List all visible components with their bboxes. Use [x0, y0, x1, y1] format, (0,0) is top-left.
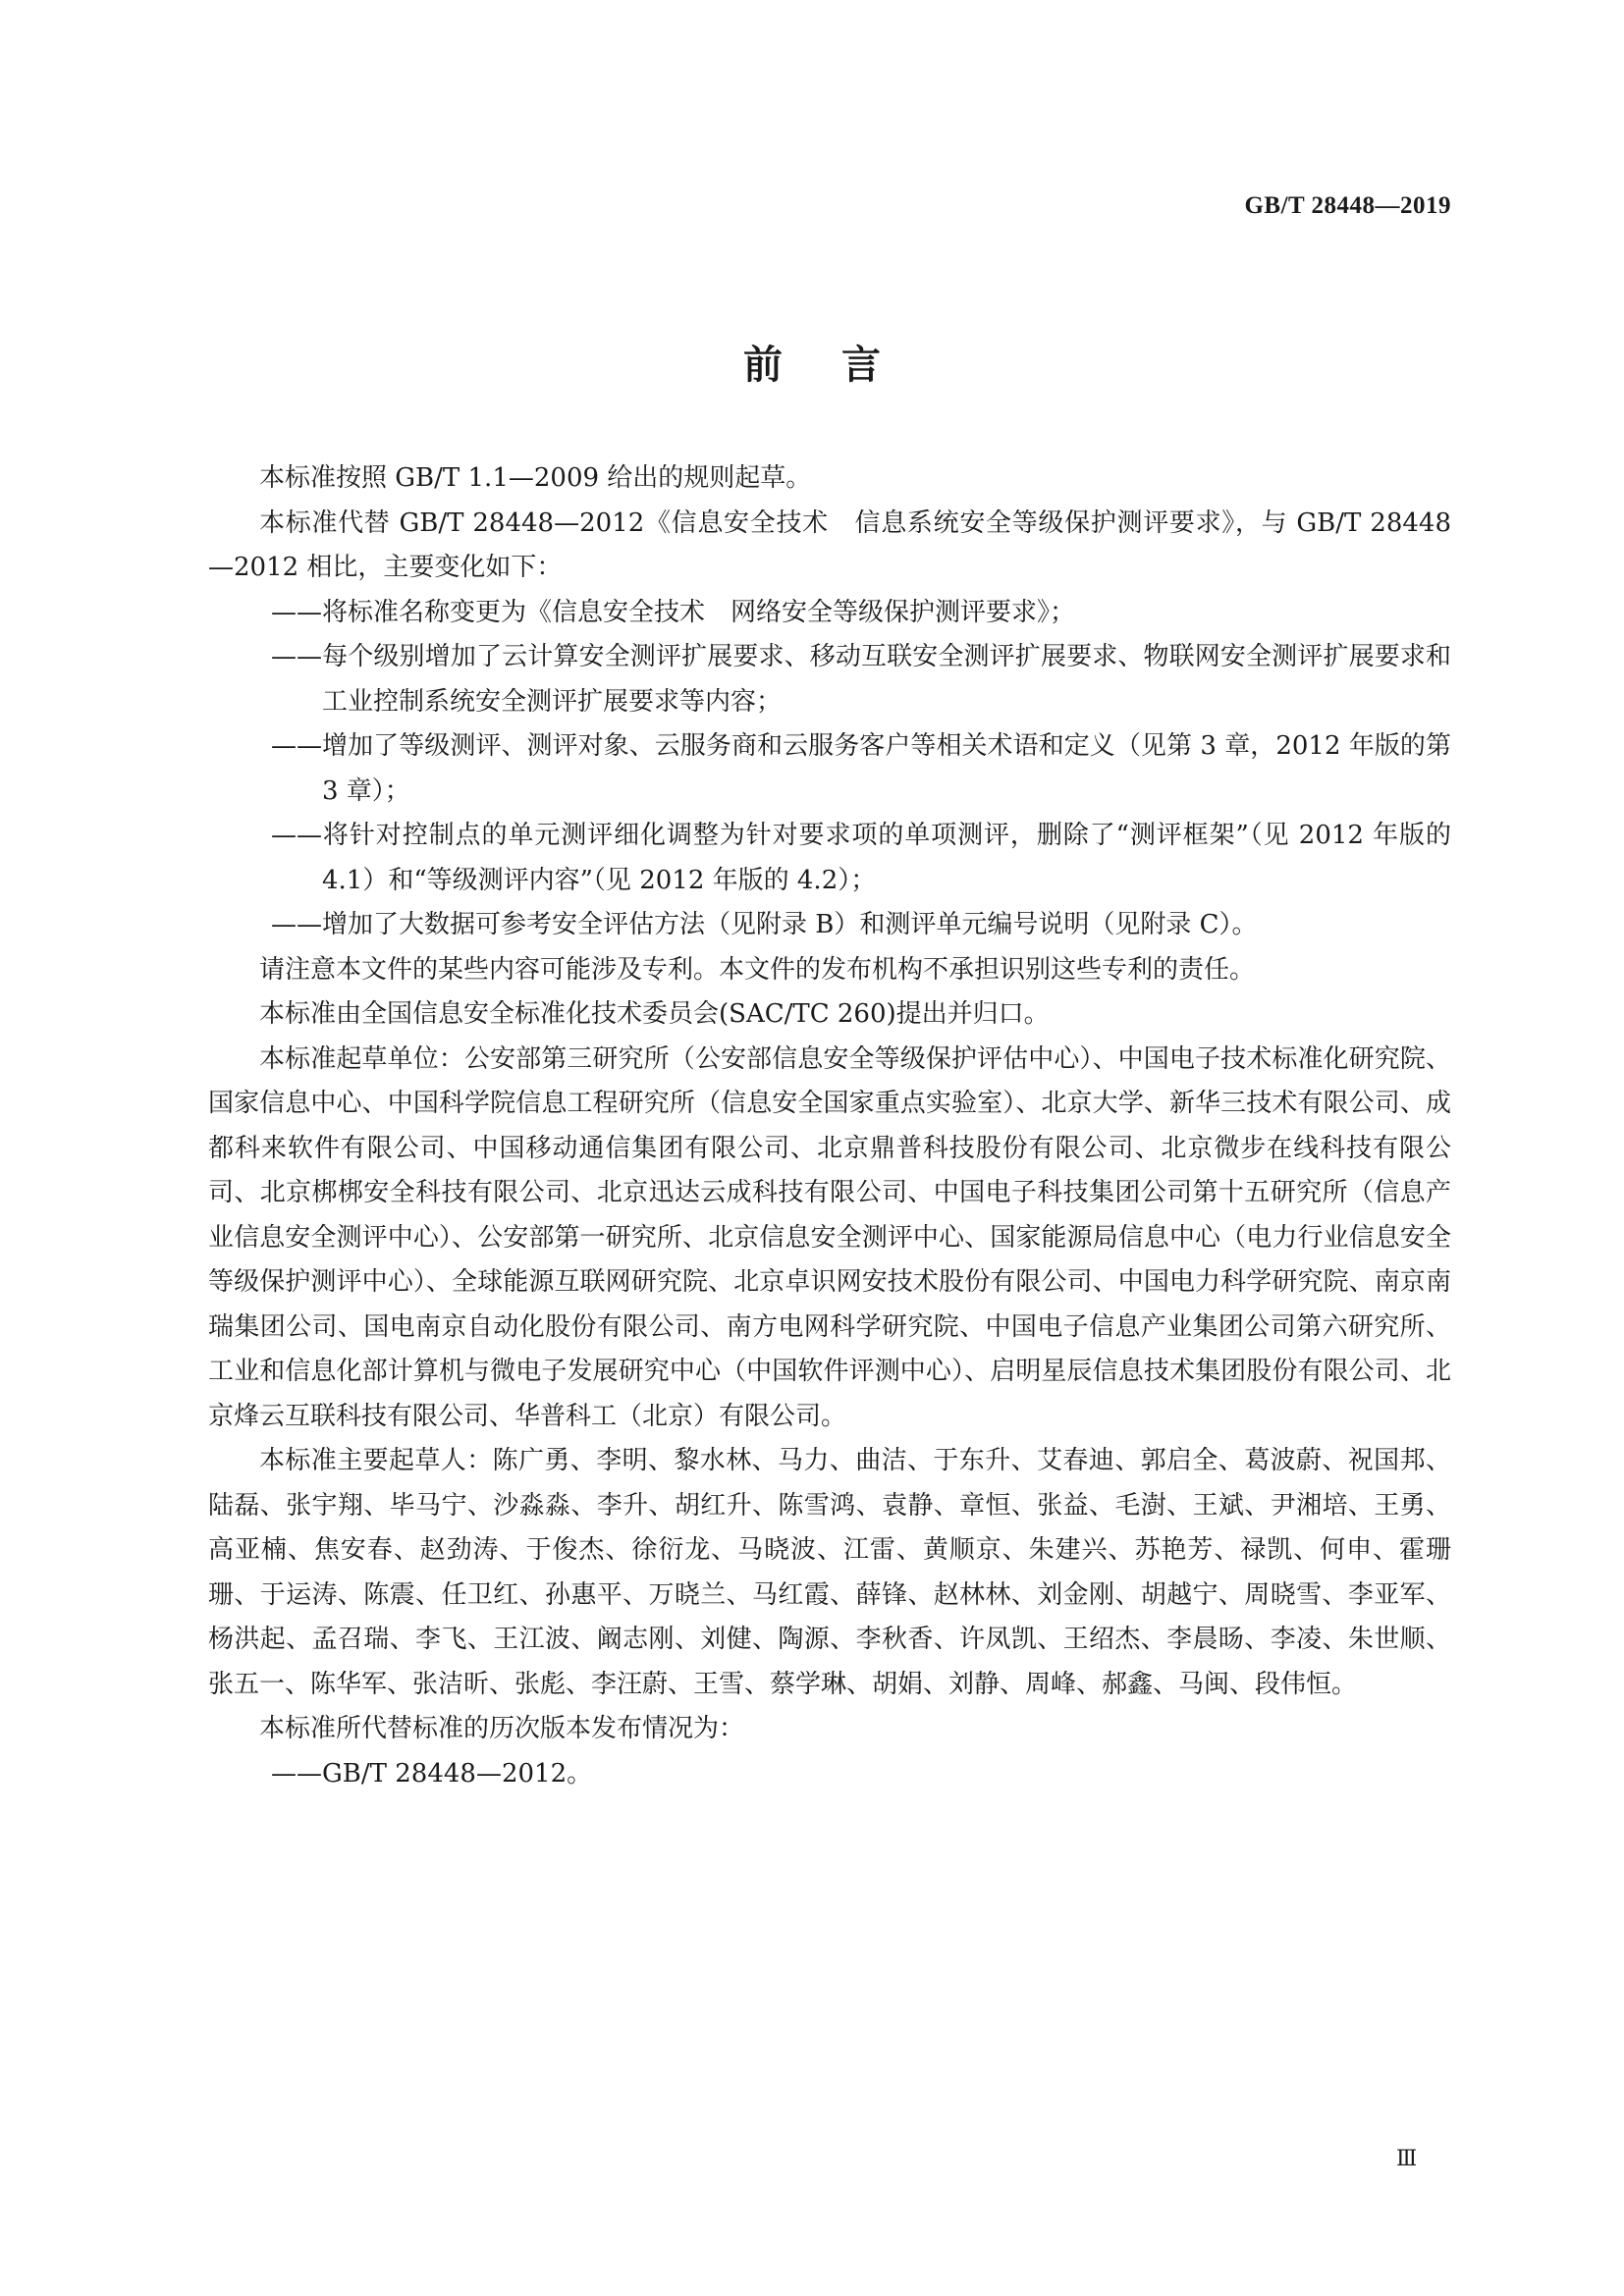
paragraph: 本标准按照 GB/T 1.1—2009 给出的规则起草。 — [259, 463, 812, 493]
paragraph: 请注意本文件的某些内容可能涉及专利。本文件的发布机构不承担识别这些专利的责任。 — [259, 954, 1256, 985]
paragraph: 本标准所代替标准的历次版本发布情况为： — [259, 1714, 745, 1743]
change-list-item: ——增加了等级测评、测评对象、云服务商和云服务客户等相关术语和定义（见第 3 章，2012 年版的第 3 章）； — [271, 731, 1451, 806]
drafters-paragraph: 本标准主要起草人：陈广勇、李明、黎水林、马力、曲洁、于东升、艾春迪、郭启全、葛波蔚、祝国邦、陆磊、张宇翔、毕马宁、沙淼淼、李升、胡红升、陈雪鸿、袁静、章恒、张益、毛澍、王斌、尹湘培、王勇、高亚楠、焦安春、赵劲涛、于俊杰、徐衍龙、马晓波、江雷、黄顺京、朱建兴、苏艳芳、禄凯、何申、霍珊珊、于运涛、陈震、任卫红、孙惠平、万晓兰、马红霞、薛锋、赵林林、刘金刚、胡越宁、周晓雪、李亚军、杨洪起、孟召瑞、李飞、王江波、阚志刚、刘健、陶源、李秋香、许凤凯、王绍杰、李晨旸、李凌、朱世顺、张五一、陈华军、张洁昕、张彪、李汪蔚、王雪、蔡学琳、胡娟、刘静、周峰、郝鑫、马闽、段伟恒。 — [208, 1446, 1451, 1699]
page-number: Ⅲ — [1396, 2146, 1418, 2170]
change-list-item: ——增加了大数据可参考安全评估方法（见附录 B）和测评单元编号说明（见附录 C）。 — [271, 910, 1258, 939]
change-list-item: ——每个级别增加了云计算安全测评扩展要求、移动互联安全测评扩展要求、物联网安全测评扩展要求和工业控制系统安全测评扩展要求等内容； — [271, 642, 1451, 717]
change-list-item: ——将针对控制点的单元测评细化调整为针对要求项的单项测评，删除了“测评框架”（见 2012 年版的 4.1）和“等级测评内容”（见 2012 年版的 4.2）； — [271, 821, 1451, 895]
drafting-units-paragraph: 本标准起草单位：公安部第三研究所（公安部信息安全等级保护评估中心）、中国电子技术标准化研究院、国家信息中心、中国科学院信息工程研究所（信息安全国家重点实验室）、北京大学、新华三技术有限公司、成都科来软件有限公司、中国移动通信集团有限公司、北京鼎普科技股份有限公司、北京微步在线科技有限公司、北京梆梆安全科技有限公司、北京迅达云成科技有限公司、中国电子科技集团公司第十五研究所（信息产业信息安全测评中心）、公安部第一研究所、北京信息安全测评中心、国家能源局信息中心（电力行业信息安全等级保护测评中心）、全球能源互联网研究院、北京卓识网安技术股份有限公司、中国电力科学研究院、南京南瑞集团公司、国电南京自动化股份有限公司、南方电网科学研究院、中国电子信息产业集团公司第六研究所、工业和信息化部计算机与微电子发展研究中心（中国软件评测中心）、启明星辰信息技术集团股份有限公司、北京烽云互联科技有限公司、华普科工（北京）有限公司。 — [208, 1043, 1451, 1431]
paragraph: 本标准代替 GB/T 28448—2012《信息安全技术 信息系统安全等级保护测评要求》，与 GB/T 28448—2012 相比，主要变化如下： — [208, 507, 1451, 582]
change-list-item: ——将标准名称变更为《信息安全技术 网络安全等级保护测评要求》； — [271, 597, 1076, 627]
paragraph: 本标准由全国信息安全标准化技术委员会(SAC/TC 260)提出并归口。 — [259, 999, 1050, 1029]
page-title: 前言 — [743, 342, 940, 388]
version-history-item: ——GB/T 28448—2012。 — [271, 1758, 593, 1789]
foreword-body — [208, 456, 1451, 1796]
standard-code: GB/T 28448—2019 — [1244, 192, 1451, 219]
